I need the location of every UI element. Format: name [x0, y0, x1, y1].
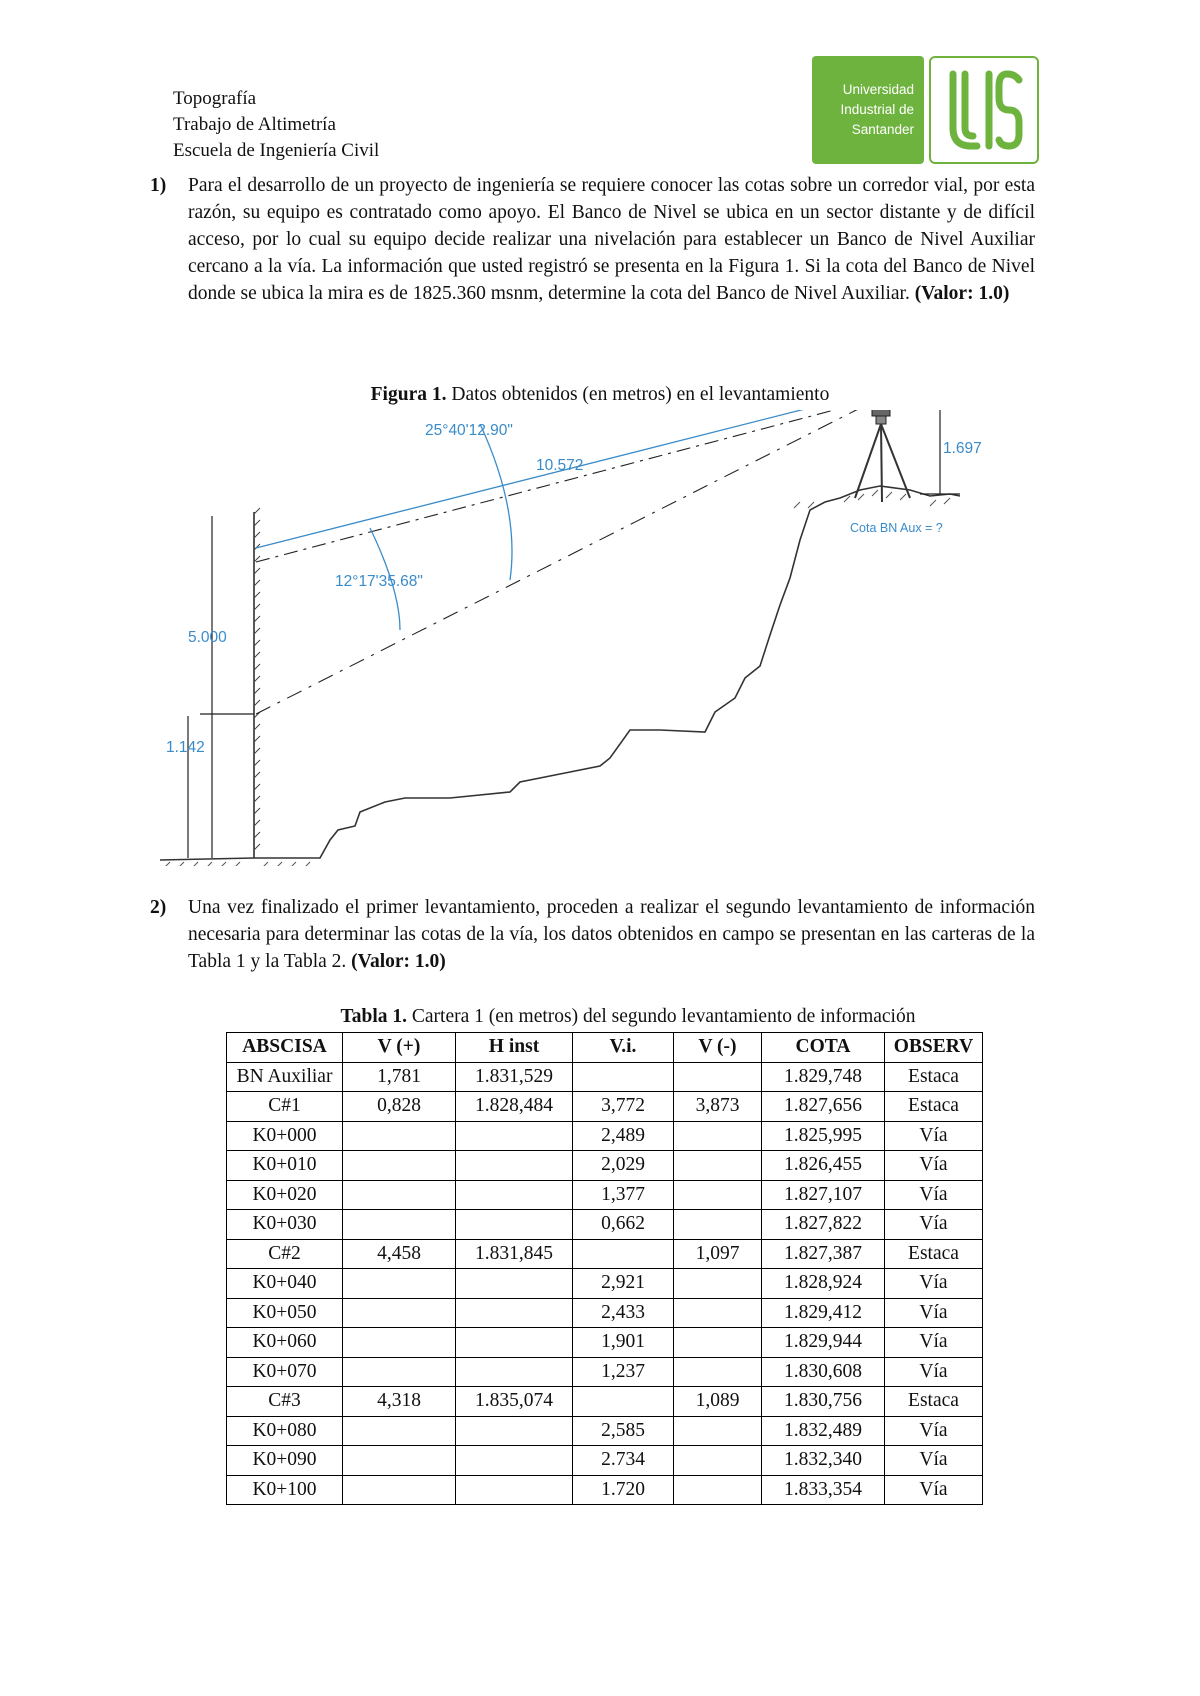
figure-1-caption-text: Datos obtenidos (en metros) en el levantamiento: [446, 384, 830, 405]
table-cell: [343, 1475, 456, 1505]
table-1-label: Tabla 1.: [340, 1006, 408, 1027]
table-cell: [343, 1298, 456, 1328]
table-cell: 1.827,107: [762, 1180, 885, 1210]
logo-line1: Universidad: [842, 82, 914, 97]
question-2-number: 2): [150, 897, 167, 918]
logo-line2: Industrial de: [840, 102, 914, 117]
table-cell: 1,377: [573, 1180, 674, 1210]
table-row: [227, 1475, 983, 1505]
label-rod-lower: 1.142: [166, 739, 205, 756]
table-cell: 1.827,656: [762, 1092, 885, 1122]
table-cell: 3,772: [573, 1092, 674, 1122]
table-cell: [456, 1357, 573, 1387]
col-hinst: H inst: [456, 1033, 573, 1063]
table-cell: [674, 1446, 762, 1476]
header-course: Topografía: [173, 88, 257, 109]
logo-line3: Santander: [851, 122, 914, 137]
table-cell: 0,662: [573, 1210, 674, 1240]
figure-1-label: Figura 1.: [370, 384, 447, 405]
table-cell: 1.831,845: [456, 1239, 573, 1269]
leveling-rod: [254, 508, 260, 858]
table-cell: K0+090: [227, 1446, 343, 1476]
dimension-lines: [188, 410, 960, 858]
table-cell: [456, 1298, 573, 1328]
table-cell: 1.832,489: [762, 1416, 885, 1446]
table-cell: 3,873: [674, 1092, 762, 1122]
table-cell: Vía: [885, 1416, 983, 1446]
table-cell: K0+080: [227, 1416, 343, 1446]
question-1-number: 1): [150, 175, 167, 196]
table-cell: [674, 1121, 762, 1151]
table-cell: [674, 1210, 762, 1240]
figure-1-caption: [0, 384, 1200, 406]
sight-line-lower: [256, 410, 880, 714]
table-cell: Vía: [885, 1210, 983, 1240]
header-assignment: Trabajo de Altimetría: [173, 114, 336, 135]
table-row: [227, 1416, 983, 1446]
table-cell: [456, 1269, 573, 1299]
table-cell: Vía: [885, 1151, 983, 1181]
col-vminus: V (-): [674, 1033, 762, 1063]
table-cell: Estaca: [885, 1239, 983, 1269]
question-2: [150, 894, 1035, 975]
col-vi: V.i.: [573, 1033, 674, 1063]
table-cell: [456, 1416, 573, 1446]
table-cell: [343, 1446, 456, 1476]
header-school: Escuela de Ingeniería Civil: [173, 140, 380, 161]
label-angle-mid: 12°17'35.68": [335, 573, 423, 590]
table-cell: 2.734: [573, 1446, 674, 1476]
table-1-caption-text: Cartera 1 (en metros) del segundo levantamiento de información: [407, 1006, 916, 1027]
table-cell: 1.835,074: [456, 1387, 573, 1417]
table-cell: [674, 1357, 762, 1387]
table-cell: Vía: [885, 1328, 983, 1358]
table-cell: [674, 1180, 762, 1210]
table-cell: 1.827,822: [762, 1210, 885, 1240]
table-cell: K0+010: [227, 1151, 343, 1181]
table-cell: K0+050: [227, 1298, 343, 1328]
table-cell: C#2: [227, 1239, 343, 1269]
table-cell: C#1: [227, 1092, 343, 1122]
table-cell: 1.833,354: [762, 1475, 885, 1505]
table-cell: Vía: [885, 1298, 983, 1328]
table-cell: [674, 1416, 762, 1446]
col-observ: OBSERV: [885, 1033, 983, 1063]
table-cell: [343, 1328, 456, 1358]
question-2-text: Una vez finalizado el primer levantamiento, proceden a realizar el segundo levantamiento de información necesaria para determinar las cotas de la vía, los datos obtenidos en campo se presentan en las carteras de la Tabla 1 y la Tabla 2.: [188, 897, 1035, 972]
label-height-instrument: 1.697: [943, 440, 982, 457]
table-cell: 1,089: [674, 1387, 762, 1417]
sight-line-upper: [256, 410, 880, 548]
table-row: [227, 1357, 983, 1387]
table-cell: 1,781: [343, 1062, 456, 1092]
table-cell: K0+060: [227, 1328, 343, 1358]
table-row: [227, 1298, 983, 1328]
table-cell: C#3: [227, 1387, 343, 1417]
table-cell: 1.828,484: [456, 1092, 573, 1122]
question-1-text: Para el desarrollo de un proyecto de ingeniería se requiere conocer las cotas sobre un corredor vial, por esta razón, su equipo es contratado como apoyo. El Banco de Nivel se ubica en un sector distante y de difícil acceso, por lo cual su equipo decide realizar una nivelación para establecer un Banco de Nivel Auxiliar cercano a la vía. La información que usted registró se presenta en la Figura 1. Si la cota del Banco de Nivel donde se ubica la mira es de 1825.360 msnm, determine la cota del Banco de Nivel Auxiliar.: [188, 175, 1035, 304]
table-cell: K0+000: [227, 1121, 343, 1151]
document-header: [173, 86, 379, 164]
col-cota: COTA: [762, 1033, 885, 1063]
table-cell: 1.830,756: [762, 1387, 885, 1417]
table-row: [227, 1328, 983, 1358]
sight-line-upper-dashed: [256, 410, 880, 562]
table-1-caption: [28, 1006, 1200, 1028]
table-row: [227, 1180, 983, 1210]
label-rod-upper: 5.000: [188, 629, 227, 646]
table-cell: [674, 1269, 762, 1299]
table-cell: 1,097: [674, 1239, 762, 1269]
table-cell: 1,237: [573, 1357, 674, 1387]
table-cell: [674, 1298, 762, 1328]
table-cell: 2,433: [573, 1298, 674, 1328]
table-cell: [573, 1239, 674, 1269]
table-header-row: [227, 1033, 983, 1063]
table-cell: 1.830,608: [762, 1357, 885, 1387]
table-1: [226, 1032, 983, 1505]
table-cell: Vía: [885, 1446, 983, 1476]
table-cell: [456, 1210, 573, 1240]
table-cell: [573, 1387, 674, 1417]
table-cell: Vía: [885, 1357, 983, 1387]
table-cell: 4,318: [343, 1387, 456, 1417]
table-cell: 1.829,412: [762, 1298, 885, 1328]
table-cell: [674, 1475, 762, 1505]
table-cell: [456, 1180, 573, 1210]
table-row: [227, 1062, 983, 1092]
col-vplus: V (+): [343, 1033, 456, 1063]
table-row: [227, 1121, 983, 1151]
table-cell: K0+030: [227, 1210, 343, 1240]
ground-hatch: [164, 490, 950, 866]
table-row: [227, 1151, 983, 1181]
table-cell: Vía: [885, 1121, 983, 1151]
table-cell: [343, 1269, 456, 1299]
figure-1-diagram: [160, 410, 1040, 866]
table-cell: [343, 1121, 456, 1151]
table-cell: Vía: [885, 1180, 983, 1210]
table-cell: K0+040: [227, 1269, 343, 1299]
table-cell: [343, 1180, 456, 1210]
table-cell: [343, 1357, 456, 1387]
table-cell: 1.832,340: [762, 1446, 885, 1476]
table-cell: 0,828: [343, 1092, 456, 1122]
label-bn-aux: Cota BN Aux = ?: [850, 521, 943, 535]
table-cell: K0+020: [227, 1180, 343, 1210]
table-cell: [674, 1328, 762, 1358]
table-cell: Estaca: [885, 1387, 983, 1417]
table-cell: 1.829,944: [762, 1328, 885, 1358]
table-cell: 1.828,924: [762, 1269, 885, 1299]
table-cell: BN Auxiliar: [227, 1062, 343, 1092]
table-cell: Vía: [885, 1475, 983, 1505]
table-cell: Vía: [885, 1269, 983, 1299]
table-cell: 2,489: [573, 1121, 674, 1151]
uis-logo: [812, 56, 1038, 168]
table-cell: 1.720: [573, 1475, 674, 1505]
table-row: [227, 1387, 983, 1417]
table-cell: 1.831,529: [456, 1062, 573, 1092]
table-row: [227, 1269, 983, 1299]
table-cell: [456, 1151, 573, 1181]
table-cell: [674, 1062, 762, 1092]
table-cell: 2,921: [573, 1269, 674, 1299]
table-cell: 1.827,387: [762, 1239, 885, 1269]
table-cell: [456, 1475, 573, 1505]
table-cell: K0+070: [227, 1357, 343, 1387]
table-cell: 2,029: [573, 1151, 674, 1181]
table-cell: [456, 1446, 573, 1476]
uis-emblem-icon: [929, 56, 1039, 164]
table-cell: [573, 1062, 674, 1092]
question-2-value: (Valor: 1.0): [351, 951, 446, 972]
table-cell: [456, 1121, 573, 1151]
col-abscisa: ABSCISA: [227, 1033, 343, 1063]
label-angle-top: 25°40'12.90": [425, 422, 513, 439]
table-row: [227, 1092, 983, 1122]
label-distance: 10.572: [536, 457, 584, 474]
table-cell: Estaca: [885, 1092, 983, 1122]
table-cell: 1.825,995: [762, 1121, 885, 1151]
table-cell: 2,585: [573, 1416, 674, 1446]
table-cell: 1.826,455: [762, 1151, 885, 1181]
table-row: [227, 1239, 983, 1269]
table-row: [227, 1446, 983, 1476]
table-cell: 1,901: [573, 1328, 674, 1358]
question-1-value: (Valor: 1.0): [914, 283, 1010, 304]
question-1: [150, 172, 1035, 307]
table-cell: [343, 1151, 456, 1181]
table-cell: 1.829,748: [762, 1062, 885, 1092]
table-cell: [674, 1151, 762, 1181]
logo-text-box: [812, 56, 924, 164]
table-cell: K0+100: [227, 1475, 343, 1505]
table-row: [227, 1210, 983, 1240]
table-cell: [456, 1328, 573, 1358]
table-cell: [343, 1210, 456, 1240]
table-cell: Estaca: [885, 1062, 983, 1092]
table-cell: [343, 1416, 456, 1446]
table-cell: 4,458: [343, 1239, 456, 1269]
